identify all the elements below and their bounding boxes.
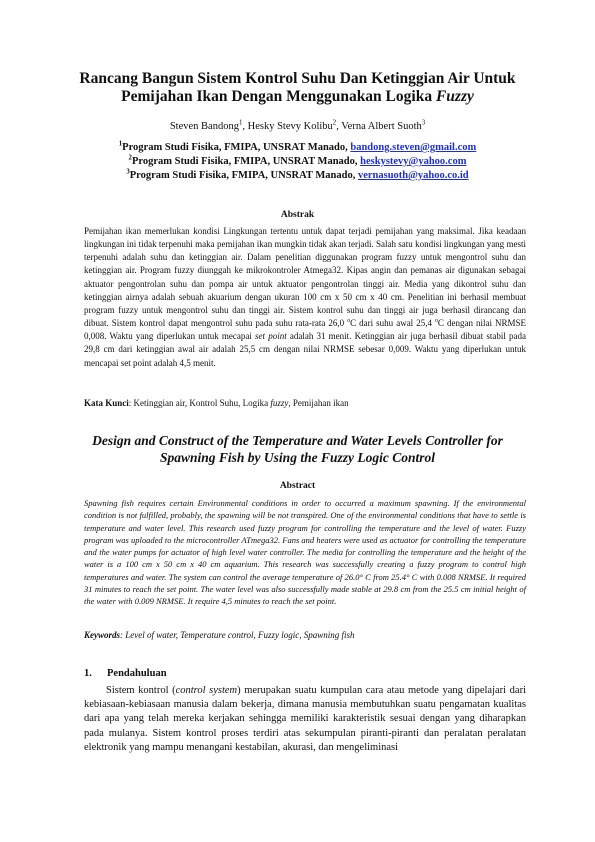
title-line-1: Rancang Bangun Sistem Kontrol Suhu Dan Ketinggian Air Untuk <box>79 70 516 87</box>
affiliation-3 <box>40 169 555 183</box>
affiliation-2 <box>40 155 555 169</box>
abstrak-text-4: adalah 31 menit. Ketinggian air juga berhasil dibuat stabil pada 29,8 cm dari ketinggian awal air adalah 25,5 cm dengan nilai NRMSE sebesar 0,009. Waktu yang diperlukan untuk mencapai set point adalah 4,5 menit. <box>84 331 527 368</box>
english-title <box>70 432 525 466</box>
section-text-italic: control system <box>175 685 238 696</box>
affiliation-2-sup: 2 <box>128 154 132 162</box>
abstract-body: Spawning fish requires certain Environmental conditions in order to occurred a maximum spawning. If the environmental condition is not fulfilled, probably, the spawning will be not transpired. One of the environmental conditions that have to settle is temperature and water level. This research used fuzzy program for controlling the temperature and the level of water. Fuzzy program was uploaded to the microcontroller ATmega32. Fans and heaters were used as actuator for controlling the temperature and the water pumps for actuator of high level water controller. The media for controlling the temperature and the height of the water is a 100 cm x 50 cm x 40 cm aquarium. This research was successfully creating a fuzzy program to control high temperatures and water. The system can control the average temperature of 26.0° C from 25.4° C with 0.008 NRMSE. It required 31 minutes to reach the set point. The water level was also successfully made stable at 29.8 cm from the 25.5 cm initial height of the water with 0.009 NRMSE. It require 4,5 minutes to reach the set point. <box>84 498 526 607</box>
degree-mark-2: o <box>435 318 438 325</box>
author-1-sup: 1 <box>238 119 243 127</box>
title-line-2-italic: Fuzzy <box>435 88 474 105</box>
paper-title <box>40 70 555 106</box>
author-list: Steven Bandong$^1$, Hesky Stevy Kolibu$^2$, Verna Albert Suoth$^3$ <box>169 119 426 132</box>
title-line-2-main: Pemijahan Ikan Dengan Menggunakan Logika <box>121 88 436 105</box>
email-link-3[interactable]: vernasuoth@yahoo.co.id <box>357 170 469 181</box>
author-2: Hesky Stevy Kolibu <box>247 121 333 132</box>
affiliation-1-sup: 1 <box>118 140 123 148</box>
english-title-line-2: Spawning Fish by Using the Fuzzy Logic Control <box>160 450 435 465</box>
abstrak-text-1: Pemijahan ikan memerlukan kondisi Lingkungan tertentu untuk dapat terjadi pemijahan yang maksimal. Jika keadaan lingkungan ini tidak terpenuhi maka pemijahan ikan mungkin tidak akan terjadi. Salah satu kondisi lingkungan yang mesti terpenuhi adalah suhu dan ketinggian air. Dalam penelitian diggunakan program fuzzy untuk mengontrol suhu dan ketinggian air. Program fuzzy diunggah ke mikrokontroler Atmega32. Kipas angin dan pemanas air digunakan sebagai aktuator pengontrolan suhu dan pompa air untuk aktuator pengontrolan tinggi air. Media yang dikontrol suhu dan ketinggian airnya adalah sebuah akuarium dengan ukuran 100 cm x 50 cm x 40 cm. Penelitian ini berhasil membuat program fuzzy untuk mengontrol suhu dan tinggi air. Sistem kontrol suhu dan tinggi air juga berhasil dirancang dan dibuat. Sistem kontrol dapat mengontrol suhu pada suhu rata-rata 26,0 <box>84 226 526 329</box>
kata-kunci-text-a: : Ketinggian air, Kontrol Suhu, Logika <box>128 398 271 408</box>
section-text-1: Sistem kontrol ( <box>106 685 176 696</box>
abstrak-text-set-point: set point <box>255 331 287 342</box>
author-2-sup: 2 <box>332 119 337 127</box>
abstrak-text-2: C dari suhu awal 25,4 <box>350 318 435 329</box>
title-line-2 <box>40 88 555 106</box>
abstrak-body <box>84 225 526 370</box>
degree-mark-1: o <box>347 318 351 325</box>
kata-kunci-text-b: , Pemijahan ikan <box>288 398 349 408</box>
kata-kunci-label: Kata Kunci <box>84 398 129 408</box>
email-link-1[interactable]: bandong.steven@gmail.com <box>350 142 477 153</box>
affiliations <box>40 141 555 183</box>
affiliation-1 <box>40 141 555 155</box>
author-3: Verna Albert Suoth <box>341 121 422 132</box>
section-title: Pendahuluan <box>107 668 167 679</box>
abstrak-heading: Abstrak <box>280 210 315 220</box>
keywords-text: : Level of water, Temperature control, Fuzzy logic, Spawning fish <box>120 630 355 640</box>
affiliation-3-sup: 3 <box>126 168 130 176</box>
english-title-line-1: Design and Construct of the Temperature and Water Levels Controller for <box>92 433 503 448</box>
author-3-sup: 3 <box>421 119 426 127</box>
section-heading <box>84 668 167 679</box>
abstrak-text-3: C dengan nilai NRMSE 0,008. Waktu yang diperlukan untuk mecapai <box>84 318 526 342</box>
kata-kunci <box>84 397 526 409</box>
affiliation-2-text: Program Studi Fisika, FMIPA, UNSRAT Manado, <box>131 156 361 167</box>
keywords <box>84 629 526 641</box>
section-body <box>84 684 526 755</box>
affiliation-3-text: Program Studi Fisika, FMIPA, UNSRAT Manado, <box>129 170 358 181</box>
section-number: 1. <box>84 668 92 679</box>
affiliation-1-text: Program Studi Fisika, FMIPA, UNSRAT Manado, <box>122 142 351 153</box>
kata-kunci-italic: fuzzy <box>270 398 289 408</box>
abstract-heading: Abstract <box>279 481 316 491</box>
email-link-2[interactable]: heskystevy@yahoo.com <box>360 156 467 167</box>
keywords-label: Keywords <box>84 630 120 640</box>
author-1: Steven Bandong <box>169 121 239 132</box>
section-text-2: ) merupakan suatu kumpulan cara atau metode yang dipelajari dari kebiasaan-kebiasaan manusia dalam bekerja, dimana manusia membutuhkan suatu pengamatan kualitas dari apa yang telah mereka kerjakan sehingga memiliki karakteristik sesuai dengan yang diharapkan pada mulanya. Sistem kontrol proses terdiri atas sekumpulan piranti-piranti dan peralatan peralatan elektronik yang mampu menangani kestabilan, akurasi, dan mengeliminasi <box>84 685 527 753</box>
